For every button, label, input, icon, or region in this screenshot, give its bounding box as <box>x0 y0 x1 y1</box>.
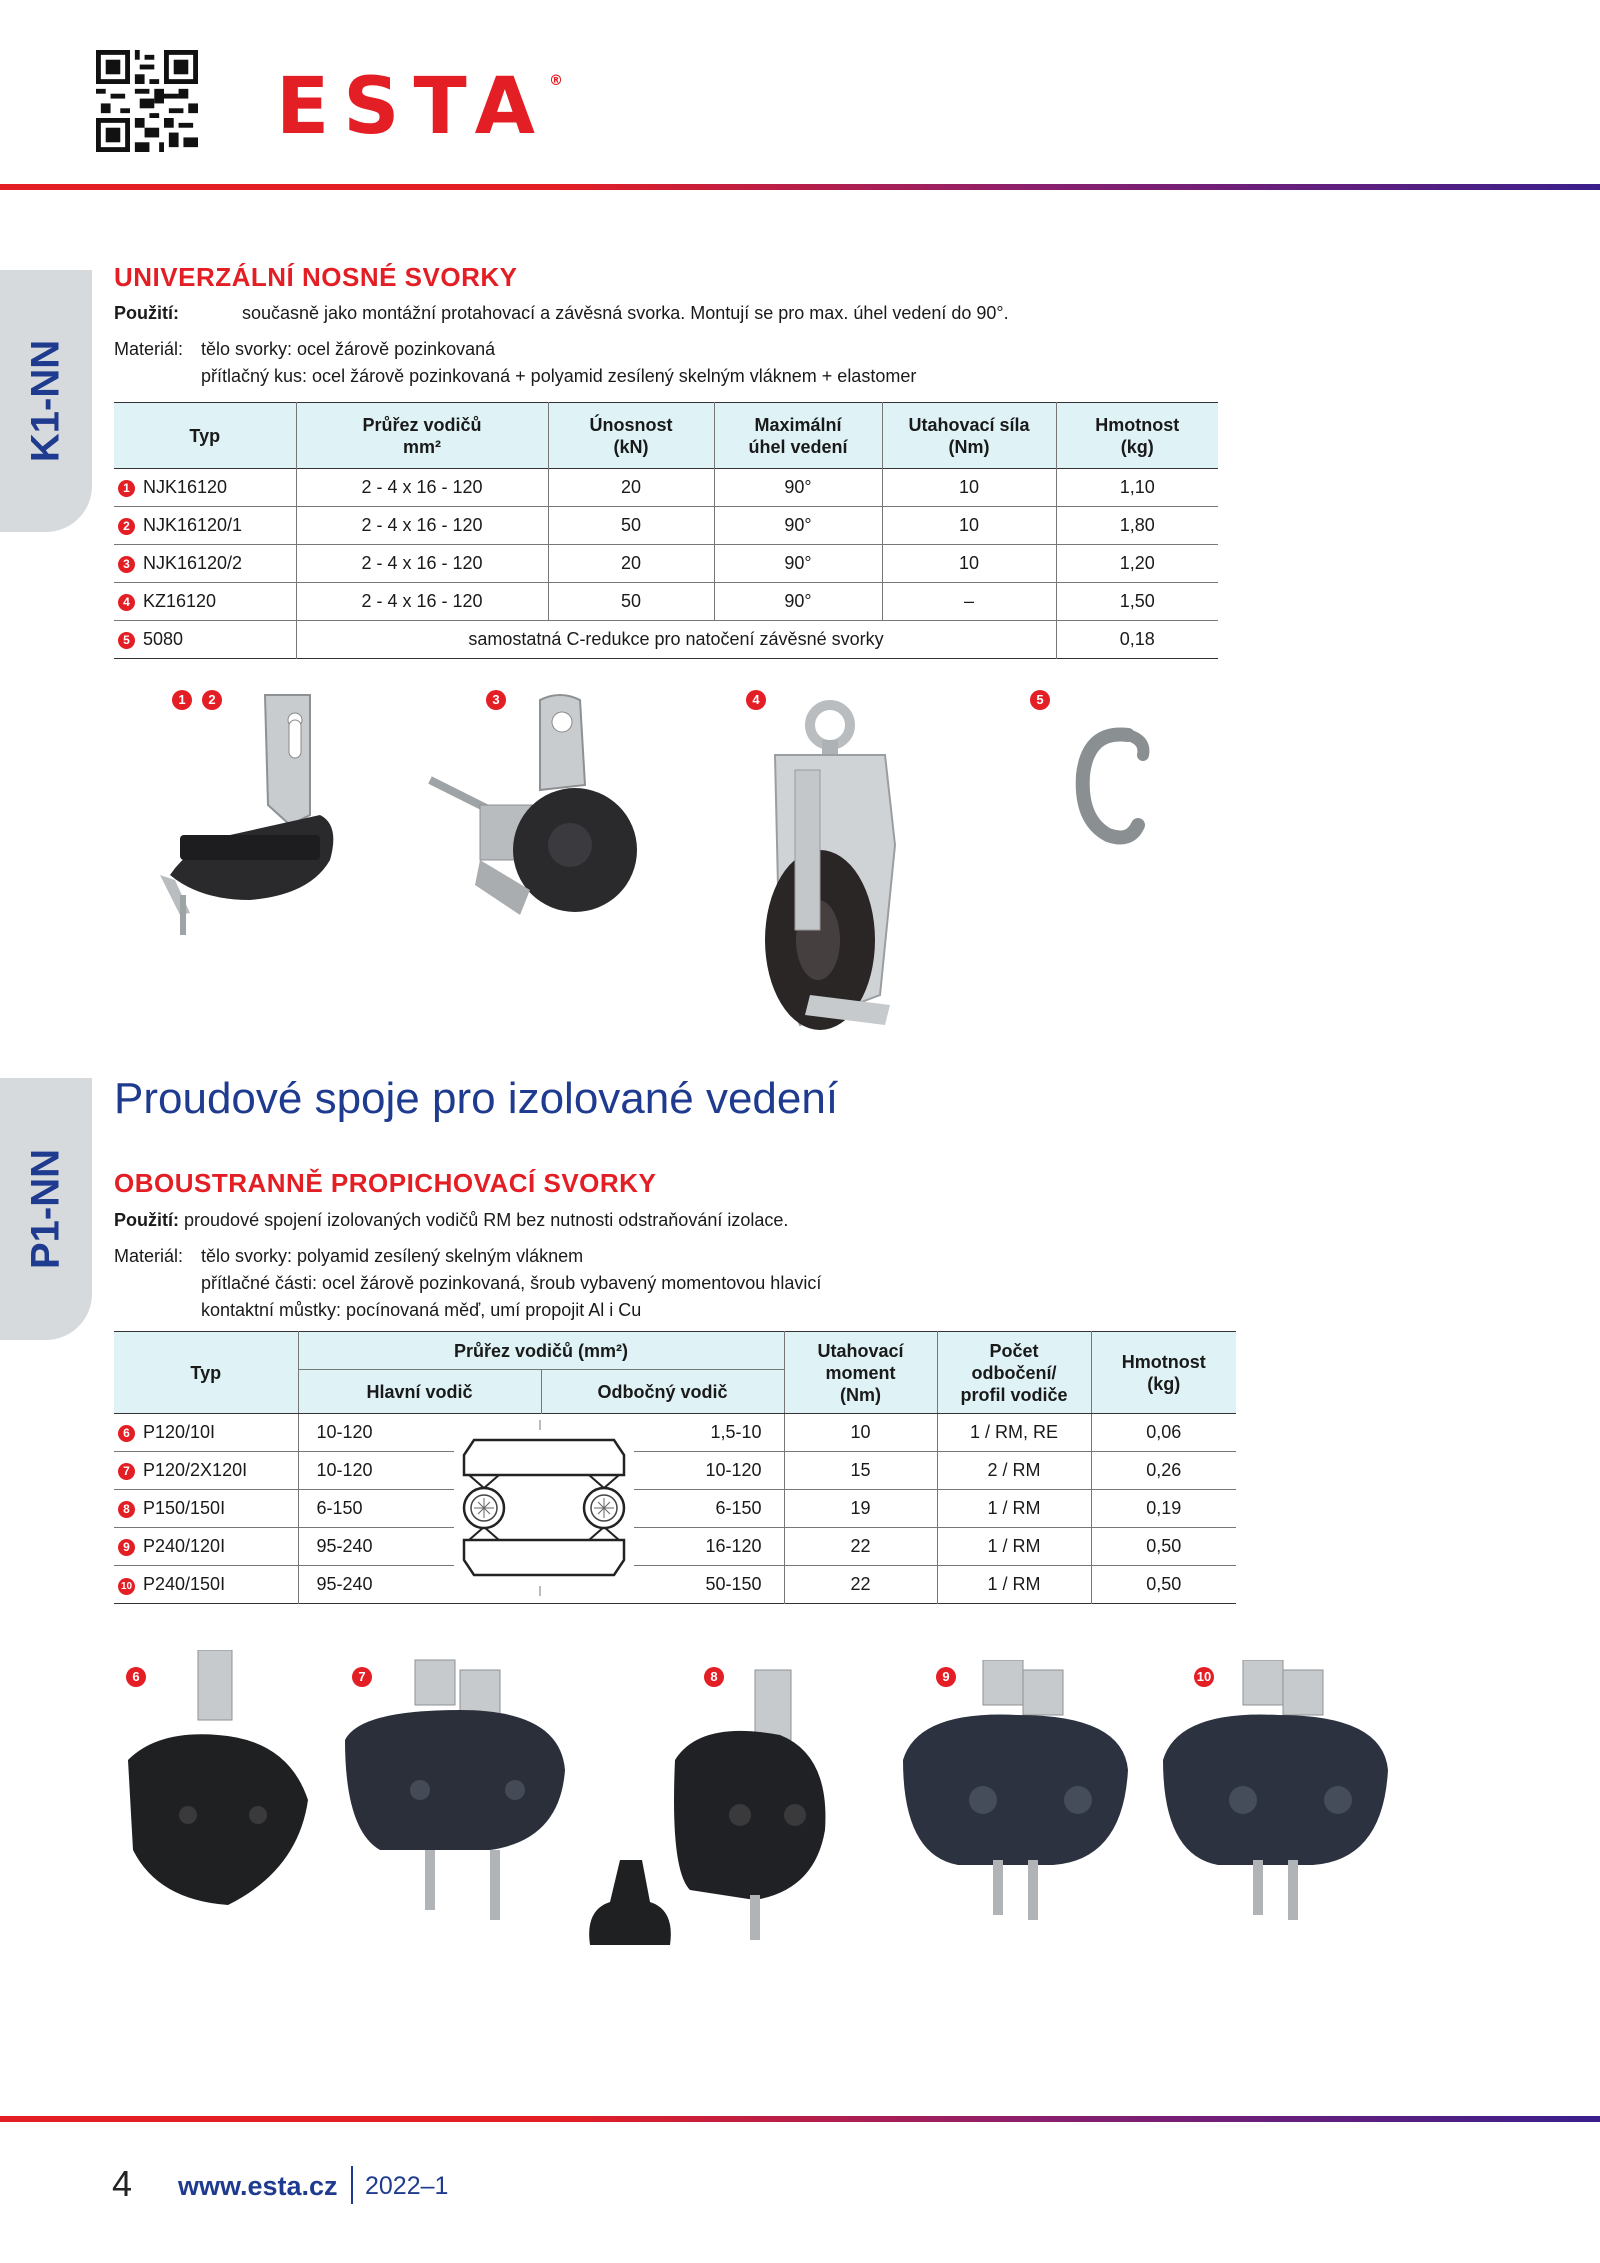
photo-label: 8 <box>704 1667 724 1687</box>
esta-logo: ESTA® <box>276 62 563 152</box>
material-line: kontaktní můstky: pocínovaná měď, umí propojit Al i Cu <box>201 1300 642 1320</box>
col-header-sila: Utahovací síla (Nm) <box>882 403 1056 469</box>
side-tab-p1: P1-NN <box>0 1078 92 1340</box>
col-header-typ: Typ <box>114 403 296 469</box>
photo-label: 10 <box>1194 1667 1214 1687</box>
col-header-typ: Typ <box>114 1332 298 1414</box>
suspension-clamp-njk16120-2-image <box>420 690 640 960</box>
use-line: Použití: proudové spojení izolovaných vodičů RM bez nutnosti odstraňování izolace. <box>114 1210 789 1230</box>
photo-label: 3 <box>486 690 506 710</box>
table-row: 8 P150/150I 6-150 6-150 19 1 / RM 0,19 <box>114 1490 1236 1528</box>
photo-label: 5 <box>1030 690 1050 710</box>
table-row: 4 KZ16120 2 - 4 x 16 - 120 50 90° – 1,50 <box>114 583 1218 621</box>
table-row: 9 P240/120I 95-240 16-120 22 1 / RM 0,50 <box>114 1528 1236 1566</box>
side-tab-k1: K1-NN <box>0 270 92 532</box>
col-header-unosnost: Únosnost (kN) <box>548 403 714 469</box>
photo-label: 6 <box>126 1667 146 1687</box>
table-row: 3 NJK16120/2 2 - 4 x 16 - 120 20 90° 10 1,20 <box>114 545 1218 583</box>
material-label: Materiál: <box>114 339 184 359</box>
page-heading: Proudové spoje pro izolované vedení <box>114 1074 839 1123</box>
col-header-hlavni: Hlavní vodič <box>298 1370 541 1414</box>
col-header-uhel: Maximální úhel vedení <box>714 403 882 469</box>
material-line: přítlačné části: ocel žárově pozinkovaná, šroub vybavený momentovou hlavicí <box>201 1273 822 1293</box>
col-header-hmotnost: Hmotnost (kg) <box>1056 403 1218 469</box>
col-header-prurez: Průřez vodičů mm² <box>296 403 548 469</box>
photo-label: 7 <box>352 1667 372 1687</box>
suspension-clamp-kz16120-image <box>740 695 910 1045</box>
footer-edition: 2022–1 <box>365 2172 449 2200</box>
table-row: 10 P240/150I 95-240 50-150 22 1 / RM 0,50 <box>114 1566 1236 1604</box>
piercing-connector-p240-120i-image <box>898 1660 1138 1930</box>
page-number: 4 <box>112 2163 133 2204</box>
table-row: 7 P120/2X120I 10-120 10-120 15 2 / RM 0,26 <box>114 1452 1236 1490</box>
use-line: Použití: současně jako montážní protahovací a závěsná svorka. Montují se pro max. úhel vedení do 90°. <box>114 303 1009 323</box>
photo-label: 4 <box>746 690 766 710</box>
spec-table-1 <box>114 402 1218 659</box>
material-line: tělo svorky: polyamid zesílený skelným vláknem <box>201 1246 584 1266</box>
photo-label: 2 <box>202 690 222 710</box>
footer-stripe <box>0 2116 1600 2122</box>
piercing-connector-p240-150i-image <box>1158 1660 1398 1930</box>
table-row: 5 5080 samostatná C-redukce pro natočení závěsné svorky 0,18 <box>114 621 1218 659</box>
suspension-clamp-njk16120-image <box>150 685 350 955</box>
clamp-cross-section-diagram <box>454 1420 634 1596</box>
photo-label: 1 <box>172 690 192 710</box>
qr-code <box>96 50 198 152</box>
footer-url[interactable]: www.esta.cz <box>178 2171 338 2201</box>
photo-label: 9 <box>936 1667 956 1687</box>
col-header-pocet: Počet odbočení/ profil vodiče <box>937 1332 1091 1414</box>
table-row: 1 NJK16120 2 - 4 x 16 - 120 20 90° 10 1,10 <box>114 469 1218 507</box>
piercing-connector-p120-10i-image <box>118 1650 318 1930</box>
c-reduction-5080-image <box>1068 725 1158 845</box>
piercing-connector-p150-150i-image <box>580 1660 830 1945</box>
footer-separator <box>351 2166 353 2204</box>
table-row: 6 P120/10I 10-120 1,5-10 10 1 / RM, RE 0,06 <box>114 1414 1236 1452</box>
table-row: 2 NJK16120/1 2 - 4 x 16 - 120 50 90° 10 1,80 <box>114 507 1218 545</box>
material-label: Materiál: <box>114 1246 184 1266</box>
col-header-hmotnost: Hmotnost (kg) <box>1091 1332 1236 1414</box>
piercing-connector-p120-2x120i-image <box>340 1650 580 1940</box>
col-header-odbocny: Odbočný vodič <box>541 1370 784 1414</box>
col-header-moment: Utahovací moment (Nm) <box>784 1332 937 1414</box>
section-title: UNIVERZÁLNÍ NOSNÉ SVORKY <box>114 262 518 292</box>
spec-table-2 <box>114 1331 1236 1604</box>
section-title: OBOUSTRANNĚ PROPICHOVACÍ SVORKY <box>114 1168 657 1198</box>
material-line: tělo svorky: ocel žárově pozinkovaná <box>201 339 496 359</box>
material-line: přítlačný kus: ocel žárově pozinkovaná + polyamid zesílený skelným vláknem + elastomer <box>201 366 917 386</box>
header-stripe <box>0 184 1600 190</box>
col-header-prurez: Průřez vodičů (mm²) <box>298 1332 784 1370</box>
